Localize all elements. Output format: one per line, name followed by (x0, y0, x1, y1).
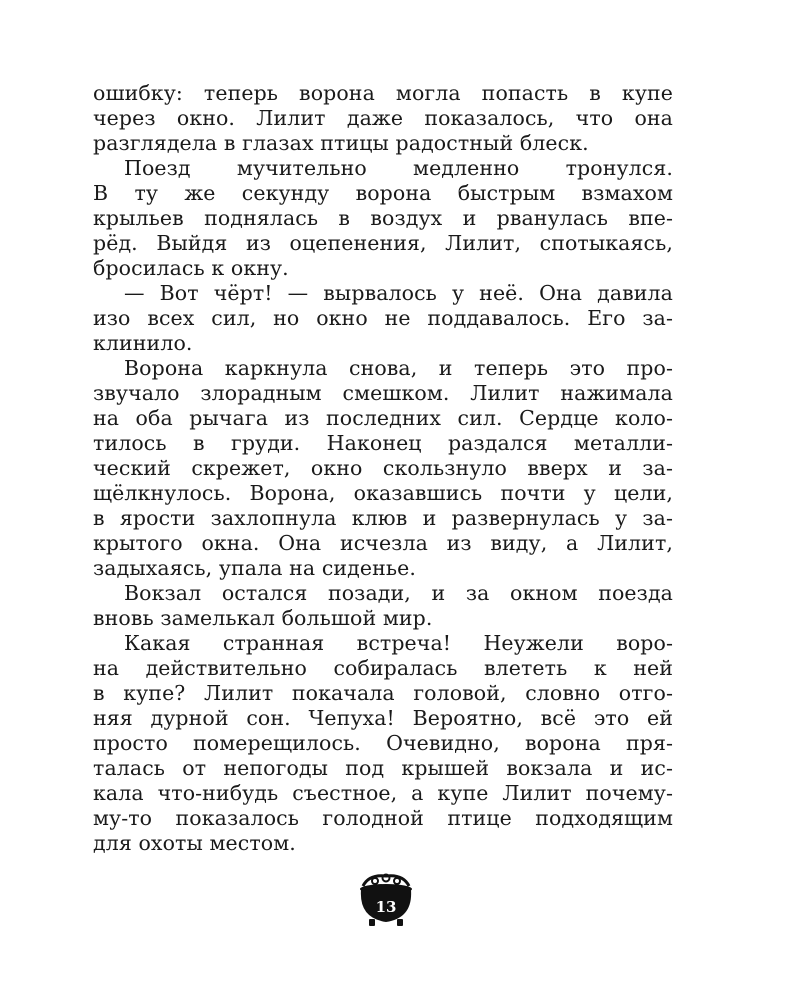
text-line: изо всех сил, но окно не поддавалось. Его за- (93, 306, 673, 330)
page-text (93, 81, 673, 856)
text-line: задыхаясь, упала на сиденье. (93, 556, 417, 580)
text-line: няя дурной сон. Чепуха! Вероятно, всё это ей (93, 706, 673, 730)
text-line: бросилась к окну. (93, 256, 289, 280)
text-line: для охоты местом. (93, 831, 296, 855)
text-line: Какая странная встреча! Неужели воро- (124, 631, 673, 655)
text-line: кала что-нибудь съестное, а купе Лилит почему- (93, 781, 673, 805)
text-line: на действительно собиралась влететь к ней (93, 656, 673, 680)
text-line: щёлкнулось. Ворона, оказавшись почти у цели, (93, 481, 673, 505)
text-line: ошибку: теперь ворона могла попасть в купе (93, 81, 673, 105)
text-line: просто померещилось. Очевидно, ворона пря- (93, 731, 673, 755)
text-line: му-то показалось голодной птице подходящим (93, 806, 673, 830)
text-line: ческий скрежет, окно скользнуло вверх и за- (93, 456, 673, 480)
text-line: вновь замелькал большой мир. (93, 606, 433, 630)
page-number-badge (355, 868, 417, 930)
text-line: клинило. (93, 331, 193, 355)
page-number: 13 (375, 898, 397, 916)
text-line: талась от непогоды под крышей вокзала и ис- (93, 756, 673, 780)
text-line: в ярости захлопнула клюв и развернулась у за- (93, 506, 673, 530)
text-line: через окно. Лилит даже показалось, что она (93, 106, 673, 130)
text-line: в купе? Лилит покачала головой, словно отго- (93, 681, 673, 705)
text-line: звучало злорадным смешком. Лилит нажимала (93, 381, 673, 405)
text-line: крыльев поднялась в воздух и рванулась впе- (93, 206, 673, 230)
text-line: Вокзал остался позади, и за окном поезда (124, 581, 673, 605)
text-line: рёд. Выйдя из оцепенения, Лилит, спотыкаясь, (93, 231, 673, 255)
text-line: Ворона каркнула снова, и теперь это про- (124, 356, 673, 380)
text-line: крытого окна. Она исчезла из виду, а Лилит, (93, 531, 673, 555)
text-line: разглядела в глазах птицы радостный блеск. (93, 131, 589, 155)
text-line: на оба рычага из последних сил. Сердце коло- (93, 406, 673, 430)
text-line: Поезд мучительно медленно тронулся. (124, 156, 673, 180)
text-line: В ту же секунду ворона быстрым взмахом (93, 181, 673, 205)
text-line: тилось в груди. Наконец раздался металли- (93, 431, 673, 455)
text-line: — Вот чёрт! — вырвалось у неё. Она давила (124, 281, 673, 305)
